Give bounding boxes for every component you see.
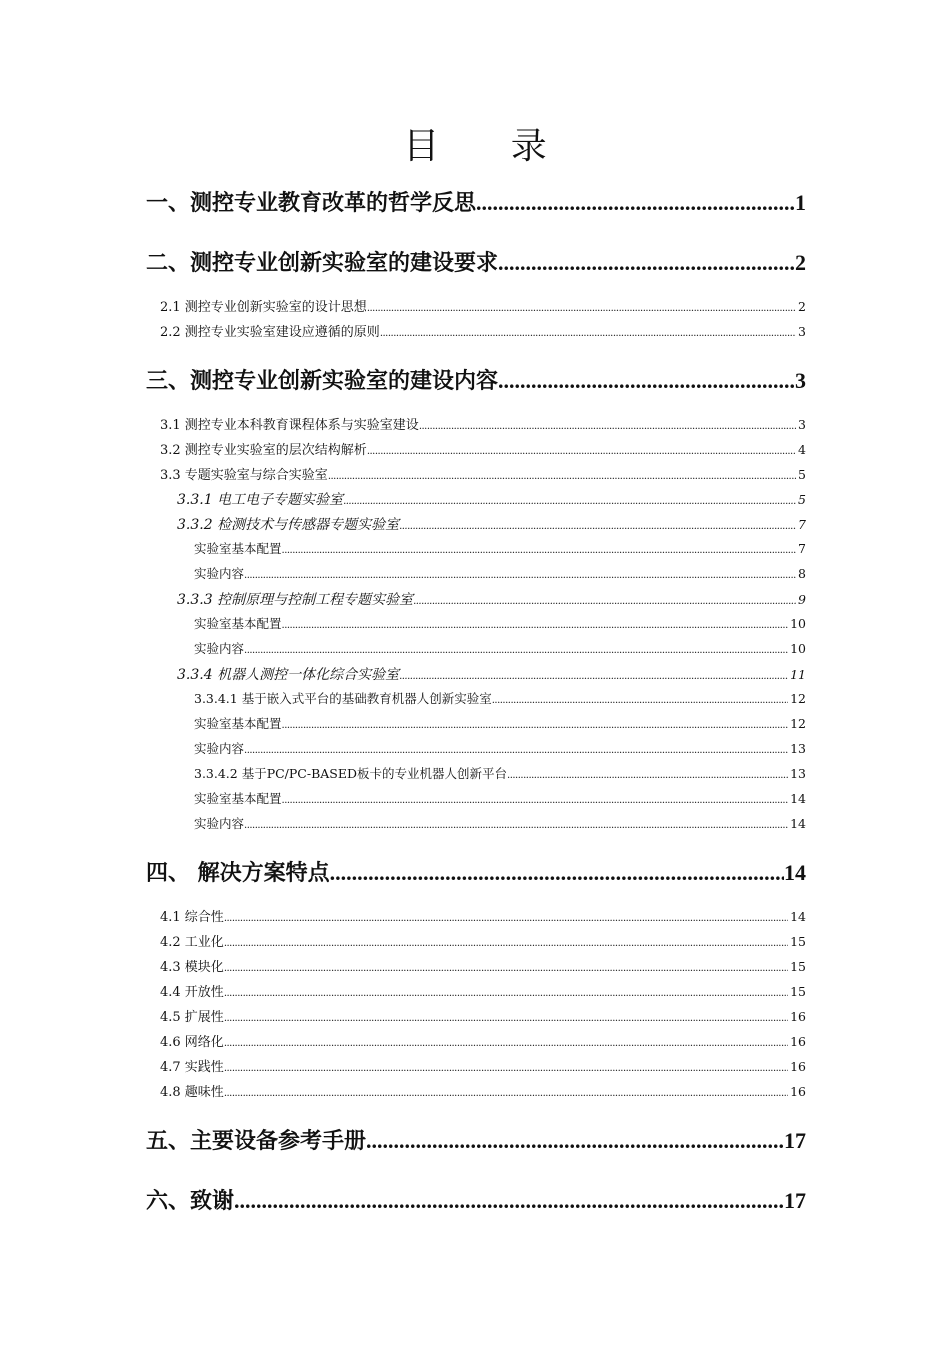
toc-entry[interactable] <box>177 514 806 534</box>
toc-page-number: 14 <box>784 860 806 885</box>
toc-entry-label: 实验内容 <box>194 816 245 831</box>
toc-page-number: 16 <box>790 1084 806 1099</box>
toc-page-number: 3 <box>795 368 806 393</box>
toc-dot-leader <box>476 190 795 216</box>
toc-page-number: 14 <box>790 909 806 924</box>
toc-entry[interactable] <box>160 981 806 1000</box>
toc-entry-label: 3.3.4.1 基于嵌入式平台的基础教育机器人创新实验室 <box>194 691 492 706</box>
toc-dot-leader <box>419 421 796 432</box>
toc-entry-label: 4.8 趣味性 <box>160 1085 224 1100</box>
toc-entry-label: 三、测控专业创新实验室的建设内容 <box>146 369 499 394</box>
toc-entry[interactable] <box>160 1081 806 1100</box>
toc-dot-leader <box>507 770 788 781</box>
toc-entry[interactable] <box>160 1006 806 1025</box>
toc-page-number: 13 <box>790 741 806 756</box>
toc-entry[interactable] <box>160 321 806 340</box>
toc-dot-leader <box>399 521 796 532</box>
toc-entry-label: 2.1 测控专业创新实验室的设计思想 <box>160 300 367 315</box>
toc-entry-label: 3.2 测控专业实验室的层次结构解析 <box>160 443 367 458</box>
toc-page-number: 15 <box>790 934 806 949</box>
toc-page-number: 14 <box>790 816 806 831</box>
toc-dot-leader <box>224 1038 788 1049</box>
toc-entry[interactable] <box>194 739 806 757</box>
toc-entry[interactable] <box>146 1124 806 1155</box>
toc-entry-label: 3.3.4.2 基于PC/PC-BASED板卡的专业机器人创新平台 <box>194 766 508 781</box>
toc-entry-label: 实验室基本配置 <box>194 716 282 731</box>
toc-entry[interactable] <box>194 764 806 782</box>
toc-entry[interactable] <box>146 364 806 395</box>
toc-dot-leader <box>224 1088 788 1099</box>
toc-entry[interactable] <box>160 464 806 483</box>
toc-entry[interactable] <box>194 639 806 657</box>
toc-page-number: 5 <box>798 467 806 482</box>
toc-dot-leader <box>224 1013 788 1024</box>
toc-entry[interactable] <box>177 664 806 684</box>
toc-dot-leader <box>244 645 788 656</box>
toc-entry-label: 实验内容 <box>194 641 245 656</box>
toc-entry[interactable] <box>177 489 806 509</box>
toc-page-number: 3 <box>798 417 806 432</box>
toc-entry[interactable] <box>194 539 806 557</box>
toc-page-number: 14 <box>790 791 806 806</box>
toc-dot-leader <box>282 545 797 556</box>
toc-page-number: 10 <box>790 641 806 656</box>
toc-dot-leader <box>224 963 788 974</box>
toc-page-number: 16 <box>790 1034 806 1049</box>
page-title: 目 录 <box>403 126 577 167</box>
toc-page-number: 16 <box>790 1059 806 1074</box>
toc-dot-leader <box>234 1188 784 1214</box>
toc-entry-label: 3.3 专题实验室与综合实验室 <box>160 468 328 483</box>
toc-dot-leader <box>413 596 796 607</box>
toc-entry[interactable] <box>160 296 806 315</box>
toc-entry[interactable] <box>194 614 806 632</box>
toc-dot-leader <box>366 1128 784 1154</box>
toc-page-number: 12 <box>790 691 806 706</box>
toc-entry-label: 六、致谢 <box>146 1189 235 1214</box>
toc-entry-label: 二、测控专业创新实验室的建设要求 <box>146 251 499 276</box>
toc-page-number: 16 <box>790 1009 806 1024</box>
toc-page-number: 7 <box>798 541 806 556</box>
toc-dot-leader <box>492 695 788 706</box>
toc-entry[interactable] <box>194 789 806 807</box>
toc-entry-label: 4.4 开放性 <box>160 985 224 1000</box>
toc-dot-leader <box>498 368 795 394</box>
toc-dot-leader <box>498 250 795 276</box>
toc-dot-leader <box>224 1063 788 1074</box>
toc-page-number: 15 <box>790 984 806 999</box>
toc-entry[interactable] <box>146 1184 806 1215</box>
toc-entry[interactable] <box>160 1031 806 1050</box>
toc-entry[interactable] <box>160 439 806 458</box>
toc-entry-label: 4.6 网络化 <box>160 1035 224 1050</box>
toc-entry-label: 4.5 扩展性 <box>160 1010 224 1025</box>
toc-entry[interactable] <box>160 1056 806 1075</box>
toc-entry-label: 实验内容 <box>194 566 245 581</box>
toc-dot-leader <box>399 671 788 682</box>
toc-dot-leader <box>330 860 784 886</box>
toc-dot-leader <box>343 496 796 507</box>
toc-entry-label: 一、测控专业教育改革的哲学反思 <box>146 191 477 216</box>
toc-page-number: 11 <box>790 667 806 682</box>
toc-entry[interactable] <box>194 714 806 732</box>
toc-entry[interactable] <box>160 414 806 433</box>
toc-page-number: 15 <box>790 959 806 974</box>
toc-entry-label: 实验内容 <box>194 741 245 756</box>
toc-dot-leader <box>244 745 788 756</box>
toc-dot-leader <box>282 720 789 731</box>
toc-page-number: 7 <box>798 517 806 532</box>
toc-entry-label: 实验室基本配置 <box>194 791 282 806</box>
toc-entry-label: 四、 解决方案特点 <box>146 861 330 886</box>
toc-dot-leader <box>244 820 788 831</box>
toc-entry[interactable] <box>177 589 806 609</box>
toc-entry-label: 4.3 模块化 <box>160 960 224 975</box>
toc-page-number: 2 <box>795 250 806 275</box>
toc-dot-leader <box>367 303 796 314</box>
toc-page-number: 10 <box>790 616 806 631</box>
toc-page-number: 1 <box>795 190 806 215</box>
toc-page-number: 12 <box>790 716 806 731</box>
toc-entry-label: 4.1 综合性 <box>160 910 224 925</box>
toc-entry-label: 3.3.2 检测技术与传感器专题实验室 <box>177 517 400 533</box>
toc-entry-label: 3.3.4 机器人测控一体化综合实验室 <box>177 667 400 683</box>
toc-entry[interactable] <box>146 856 806 887</box>
toc-entry-label: 4.2 工业化 <box>160 935 224 950</box>
toc-entry[interactable] <box>146 186 806 217</box>
toc-entry-label: 3.1 测控专业本科教育课程体系与实验室建设 <box>160 418 419 433</box>
toc-entry-label: 4.7 实践性 <box>160 1060 224 1075</box>
toc-entry-label: 实验室基本配置 <box>194 541 282 556</box>
toc-page-number: 17 <box>784 1128 806 1153</box>
toc-entry-label: 实验室基本配置 <box>194 616 282 631</box>
toc-entry[interactable] <box>194 564 806 582</box>
toc-entry-label: 2.2 测控专业实验室建设应遵循的原则 <box>160 325 380 340</box>
toc-entry[interactable] <box>160 906 806 925</box>
toc-page-number: 5 <box>798 492 806 507</box>
toc-page-number: 13 <box>790 766 806 781</box>
toc-entry-label: 五、主要设备参考手册 <box>146 1129 367 1154</box>
toc-entry-label: 3.3.1 电工电子专题实验室 <box>177 492 344 508</box>
toc-dot-leader <box>244 570 796 581</box>
toc-dot-leader <box>224 938 788 949</box>
toc-page-number: 9 <box>798 592 806 607</box>
toc-entry-label: 3.3.3 控制原理与控制工程专题实验室 <box>177 592 414 608</box>
toc-dot-leader <box>380 328 796 339</box>
toc-entry[interactable] <box>160 931 806 950</box>
toc-dot-leader <box>224 913 788 924</box>
toc-dot-leader <box>328 471 796 482</box>
toc-page-number: 3 <box>798 324 806 339</box>
toc-page-number: 4 <box>798 442 806 457</box>
toc-page-number: 17 <box>784 1188 806 1213</box>
toc-dot-leader <box>224 988 788 999</box>
toc-dot-leader <box>282 795 789 806</box>
toc-page-number: 8 <box>798 566 806 581</box>
toc-dot-leader <box>282 620 789 631</box>
toc-entry[interactable] <box>194 814 806 832</box>
toc-entry[interactable] <box>160 956 806 975</box>
toc-dot-leader <box>367 446 796 457</box>
toc-entry[interactable] <box>194 689 806 707</box>
toc-page-number: 2 <box>798 299 806 314</box>
toc-entry[interactable] <box>146 246 806 277</box>
